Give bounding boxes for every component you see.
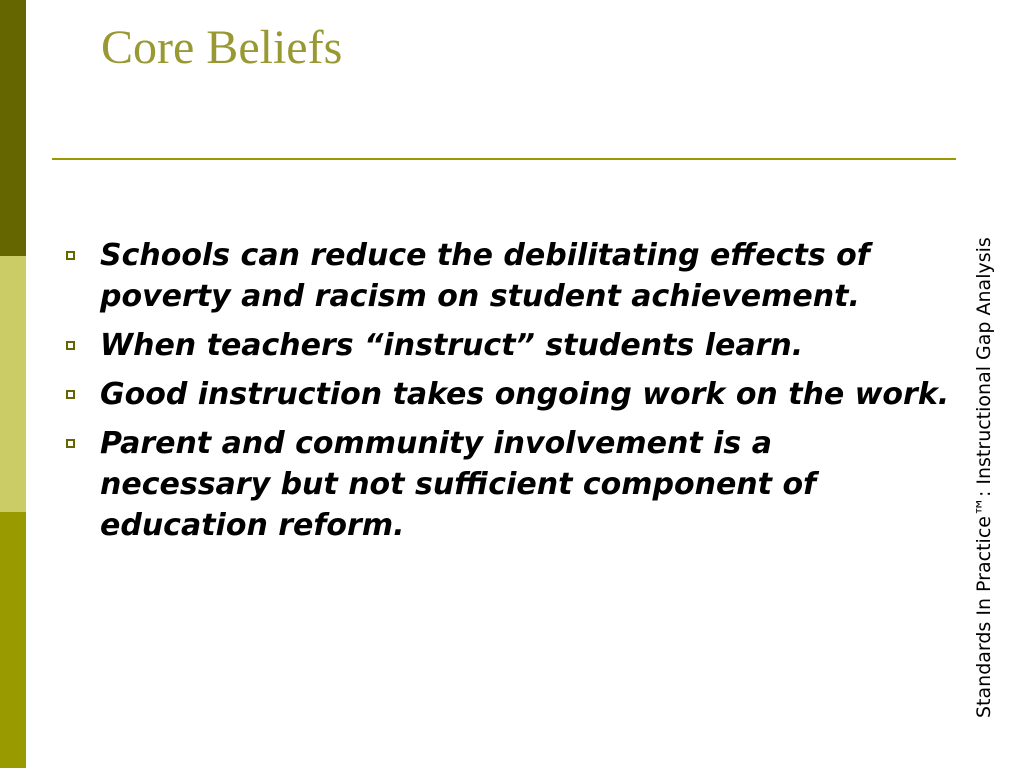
bullet-text: Parent and community involvement is a necessary but not sufficient component of education reform.	[100, 426, 817, 543]
bullet-text: When teachers “instruct” students learn.	[100, 328, 804, 363]
sidebar-segment-dark	[0, 0, 26, 256]
bullet-item	[62, 325, 952, 366]
bullet-item	[62, 374, 952, 415]
slide-title: Core Beliefs	[101, 21, 343, 74]
square-bullet-icon	[66, 341, 75, 350]
sidebar-segment-light	[0, 256, 26, 512]
sidebar-segment-mid	[0, 512, 26, 768]
square-bullet-icon	[66, 390, 75, 399]
bullet-list	[62, 235, 952, 554]
bullet-item	[62, 235, 952, 317]
title-divider	[52, 158, 956, 160]
vertical-footer-text: Standards In Practice™: Instructional Gap Analysis	[973, 237, 995, 718]
square-bullet-icon	[66, 251, 75, 260]
bullet-text: Good instruction takes ongoing work on the work.	[100, 377, 950, 412]
bullet-item	[62, 423, 952, 546]
square-bullet-icon	[66, 439, 75, 448]
bullet-text: Schools can reduce the debilitating effects of poverty and racism on student achievement.	[100, 238, 870, 314]
